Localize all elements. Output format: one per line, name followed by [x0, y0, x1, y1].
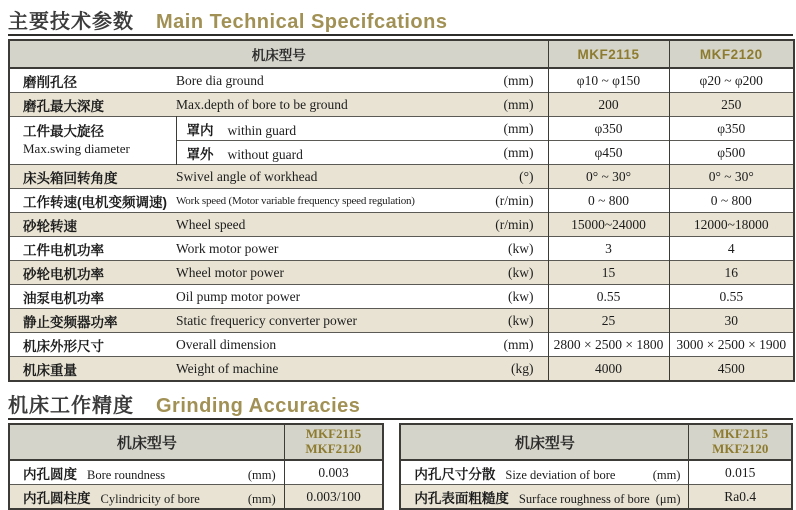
accuracy-value: Ra0.4	[689, 485, 792, 510]
main-specs-title-zh: 主要技术参数	[8, 11, 134, 33]
model-name-mkf2115: MKF2115	[305, 426, 362, 442]
spec-row	[9, 237, 794, 261]
value-mkf2115: 200	[548, 93, 669, 117]
accuracy-label-en: Size deviation of bore	[505, 467, 616, 482]
spec-unit: (r/min)	[461, 213, 548, 237]
spec-label-en: within guard	[227, 122, 297, 138]
model-names	[284, 424, 383, 460]
sub-label-cell	[176, 117, 461, 141]
accuracy-label-cell	[400, 485, 689, 510]
accuracy-label-en: Cylindricity of bore	[100, 491, 200, 506]
accuracy-label-cell	[9, 485, 284, 510]
value-mkf2120: 250	[669, 93, 794, 117]
accuracy-row	[9, 460, 383, 485]
spec-row	[9, 309, 794, 333]
accuracy-table-right	[399, 423, 793, 510]
accuracy-value: 0.015	[689, 460, 792, 485]
accuracy-value: 0.003	[284, 460, 383, 485]
spec-label-en: Swivel angle of workhead	[176, 165, 461, 189]
value-mkf2120: φ500	[669, 141, 794, 165]
model-header-label: 机床型号	[9, 424, 284, 460]
accuracy-label-en: Surface roughness of bore	[518, 491, 650, 506]
catalog-page	[0, 5, 796, 510]
spec-row	[9, 357, 794, 382]
spec-unit: (kw)	[461, 285, 548, 309]
value-mkf2115: 3	[548, 237, 669, 261]
spec-row	[9, 165, 794, 189]
main-table-header-row	[9, 40, 794, 68]
accuracy-unit: (mm)	[247, 491, 276, 506]
spec-label-en: Overall dimension	[176, 333, 461, 357]
spec-row	[9, 189, 794, 213]
value-mkf2115: 25	[548, 309, 669, 333]
value-mkf2115: 0 ~ 800	[548, 189, 669, 213]
value-mkf2120: 3000 × 2500 × 1900	[669, 333, 794, 357]
value-mkf2115: φ10 ~ φ150	[548, 68, 669, 93]
spec-unit: (mm)	[461, 117, 548, 141]
section-title-accuracies	[8, 389, 793, 416]
spec-label-en: Bore dia ground	[176, 68, 461, 93]
accuracy-unit: (mm)	[652, 467, 681, 482]
spec-unit: (kw)	[461, 309, 548, 333]
accuracy-label	[414, 463, 680, 483]
model-names	[689, 424, 792, 460]
spec-label-zh: 工作转速(电机变频调速)	[9, 189, 176, 213]
accuracy-label-zh: 内孔尺寸分散	[414, 466, 496, 482]
value-mkf2115: 2800 × 2500 × 1800	[548, 333, 669, 357]
main-specs-title-en: Main Technical Specifcations	[156, 11, 448, 33]
spec-label-en: Oil pump motor power	[176, 285, 461, 309]
model-header-label: 机床型号	[400, 424, 689, 460]
main-spec-table	[8, 39, 795, 382]
spec-label-en: Max.depth of bore to be ground	[176, 93, 461, 117]
spec-row	[9, 261, 794, 285]
spec-unit: (kw)	[461, 261, 548, 285]
accuracy-label-en: Bore roundness	[87, 467, 166, 482]
accuracy-value: 0.003/100	[284, 485, 383, 510]
spec-unit: (r/min)	[461, 189, 548, 213]
spec-label-zh: 罩外	[186, 146, 214, 162]
spec-row	[9, 333, 794, 357]
spec-row	[9, 213, 794, 237]
sub-label-cell	[176, 141, 461, 165]
value-mkf2115: φ450	[548, 141, 669, 165]
value-mkf2120: 4500	[669, 357, 794, 382]
spec-row	[9, 117, 794, 141]
spec-label-en: without guard	[227, 146, 303, 162]
spec-row	[9, 93, 794, 117]
model-header-label: 机床型号	[9, 40, 548, 68]
spec-unit: (mm)	[461, 93, 548, 117]
value-mkf2115: 15000~24000	[548, 213, 669, 237]
spec-unit: (mm)	[461, 333, 548, 357]
accuracy-label-zh: 内孔圆柱度	[23, 490, 91, 506]
accuracies-title-zh: 机床工作精度	[8, 395, 134, 417]
model-name-mkf2120: MKF2120	[305, 441, 362, 456]
value-mkf2120: φ20 ~ φ200	[669, 68, 794, 93]
spec-label-zh: 砂轮转速	[9, 213, 176, 237]
spec-label-en: Work speed (Motor variable frequency speed regulation)	[176, 189, 461, 213]
accuracy-unit: (μm)	[655, 491, 681, 506]
spec-unit: (mm)	[461, 141, 548, 165]
spec-label-zh: 砂轮电机功率	[9, 261, 176, 285]
value-mkf2120: 30	[669, 309, 794, 333]
value-mkf2120: 0 ~ 800	[669, 189, 794, 213]
accuracy-label	[23, 463, 276, 483]
spec-row	[9, 285, 794, 309]
accuracy-row	[400, 485, 792, 510]
title-rule-2	[8, 418, 793, 420]
spec-label-zh: 机床重量	[9, 357, 176, 382]
accuracy-tables-row	[8, 423, 793, 510]
spec-label-zh: 油泵电机功率	[9, 285, 176, 309]
model-name-mkf2115: MKF2115	[712, 426, 769, 442]
model-name-mkf2120: MKF2120	[712, 441, 769, 456]
accuracy-label-cell	[400, 460, 689, 485]
spec-unit: (kg)	[461, 357, 548, 382]
spec-label-zh: 罩内	[186, 122, 214, 138]
accuracy-label-zh: 内孔圆度	[23, 466, 77, 482]
value-mkf2120: 0.55	[669, 285, 794, 309]
spec-label-en: Weight of machine	[176, 357, 461, 382]
spec-label-en: Static frequericy converter power	[176, 309, 461, 333]
spec-label-zh: 工件电机功率	[9, 237, 176, 261]
spec-row	[9, 68, 794, 93]
spec-unit: (°)	[461, 165, 548, 189]
spec-label-en: Work motor power	[176, 237, 461, 261]
group-label-en: Max.swing diameter	[23, 140, 130, 156]
value-mkf2115: φ350	[548, 117, 669, 141]
accuracy-label	[23, 487, 276, 507]
accuracy-row	[9, 485, 383, 510]
accuracy-label-zh: 内孔表面粗糙度	[414, 490, 509, 506]
accuracy-unit: (mm)	[247, 467, 276, 482]
model-name-mkf2120: MKF2120	[669, 40, 794, 68]
model-name-mkf2115: MKF2115	[548, 40, 669, 68]
spec-label-zh: 磨削孔径	[9, 68, 176, 93]
spec-label-en: Wheel motor power	[176, 261, 461, 285]
title-rule	[8, 34, 793, 36]
accuracy-table-left	[8, 423, 384, 510]
value-mkf2115: 0.55	[548, 285, 669, 309]
value-mkf2120: φ350	[669, 117, 794, 141]
section-title-main-specs	[8, 5, 793, 32]
accuracy-right-header-row	[400, 424, 792, 460]
spec-unit: (mm)	[461, 68, 548, 93]
spec-label-zh: 机床外形尺寸	[9, 333, 176, 357]
group-label-zh: 工件最大旋径	[23, 123, 104, 139]
value-mkf2115: 0° ~ 30°	[548, 165, 669, 189]
accuracy-label-cell	[9, 460, 284, 485]
spec-label-zh: 磨孔最大深度	[9, 93, 176, 117]
accuracy-left-header-row	[9, 424, 383, 460]
value-mkf2115: 15	[548, 261, 669, 285]
group-label-cell	[9, 117, 176, 165]
value-mkf2120: 16	[669, 261, 794, 285]
spec-label-en: Wheel speed	[176, 213, 461, 237]
accuracy-row	[400, 460, 792, 485]
value-mkf2120: 4	[669, 237, 794, 261]
value-mkf2120: 0° ~ 30°	[669, 165, 794, 189]
value-mkf2120: 12000~18000	[669, 213, 794, 237]
spec-unit: (kw)	[461, 237, 548, 261]
value-mkf2115: 4000	[548, 357, 669, 382]
spec-label-zh: 床头箱回转角度	[9, 165, 176, 189]
spec-label-zh: 静止变频器功率	[9, 309, 176, 333]
accuracy-label	[414, 487, 680, 507]
accuracies-title-en: Grinding Accuracies	[156, 395, 361, 417]
